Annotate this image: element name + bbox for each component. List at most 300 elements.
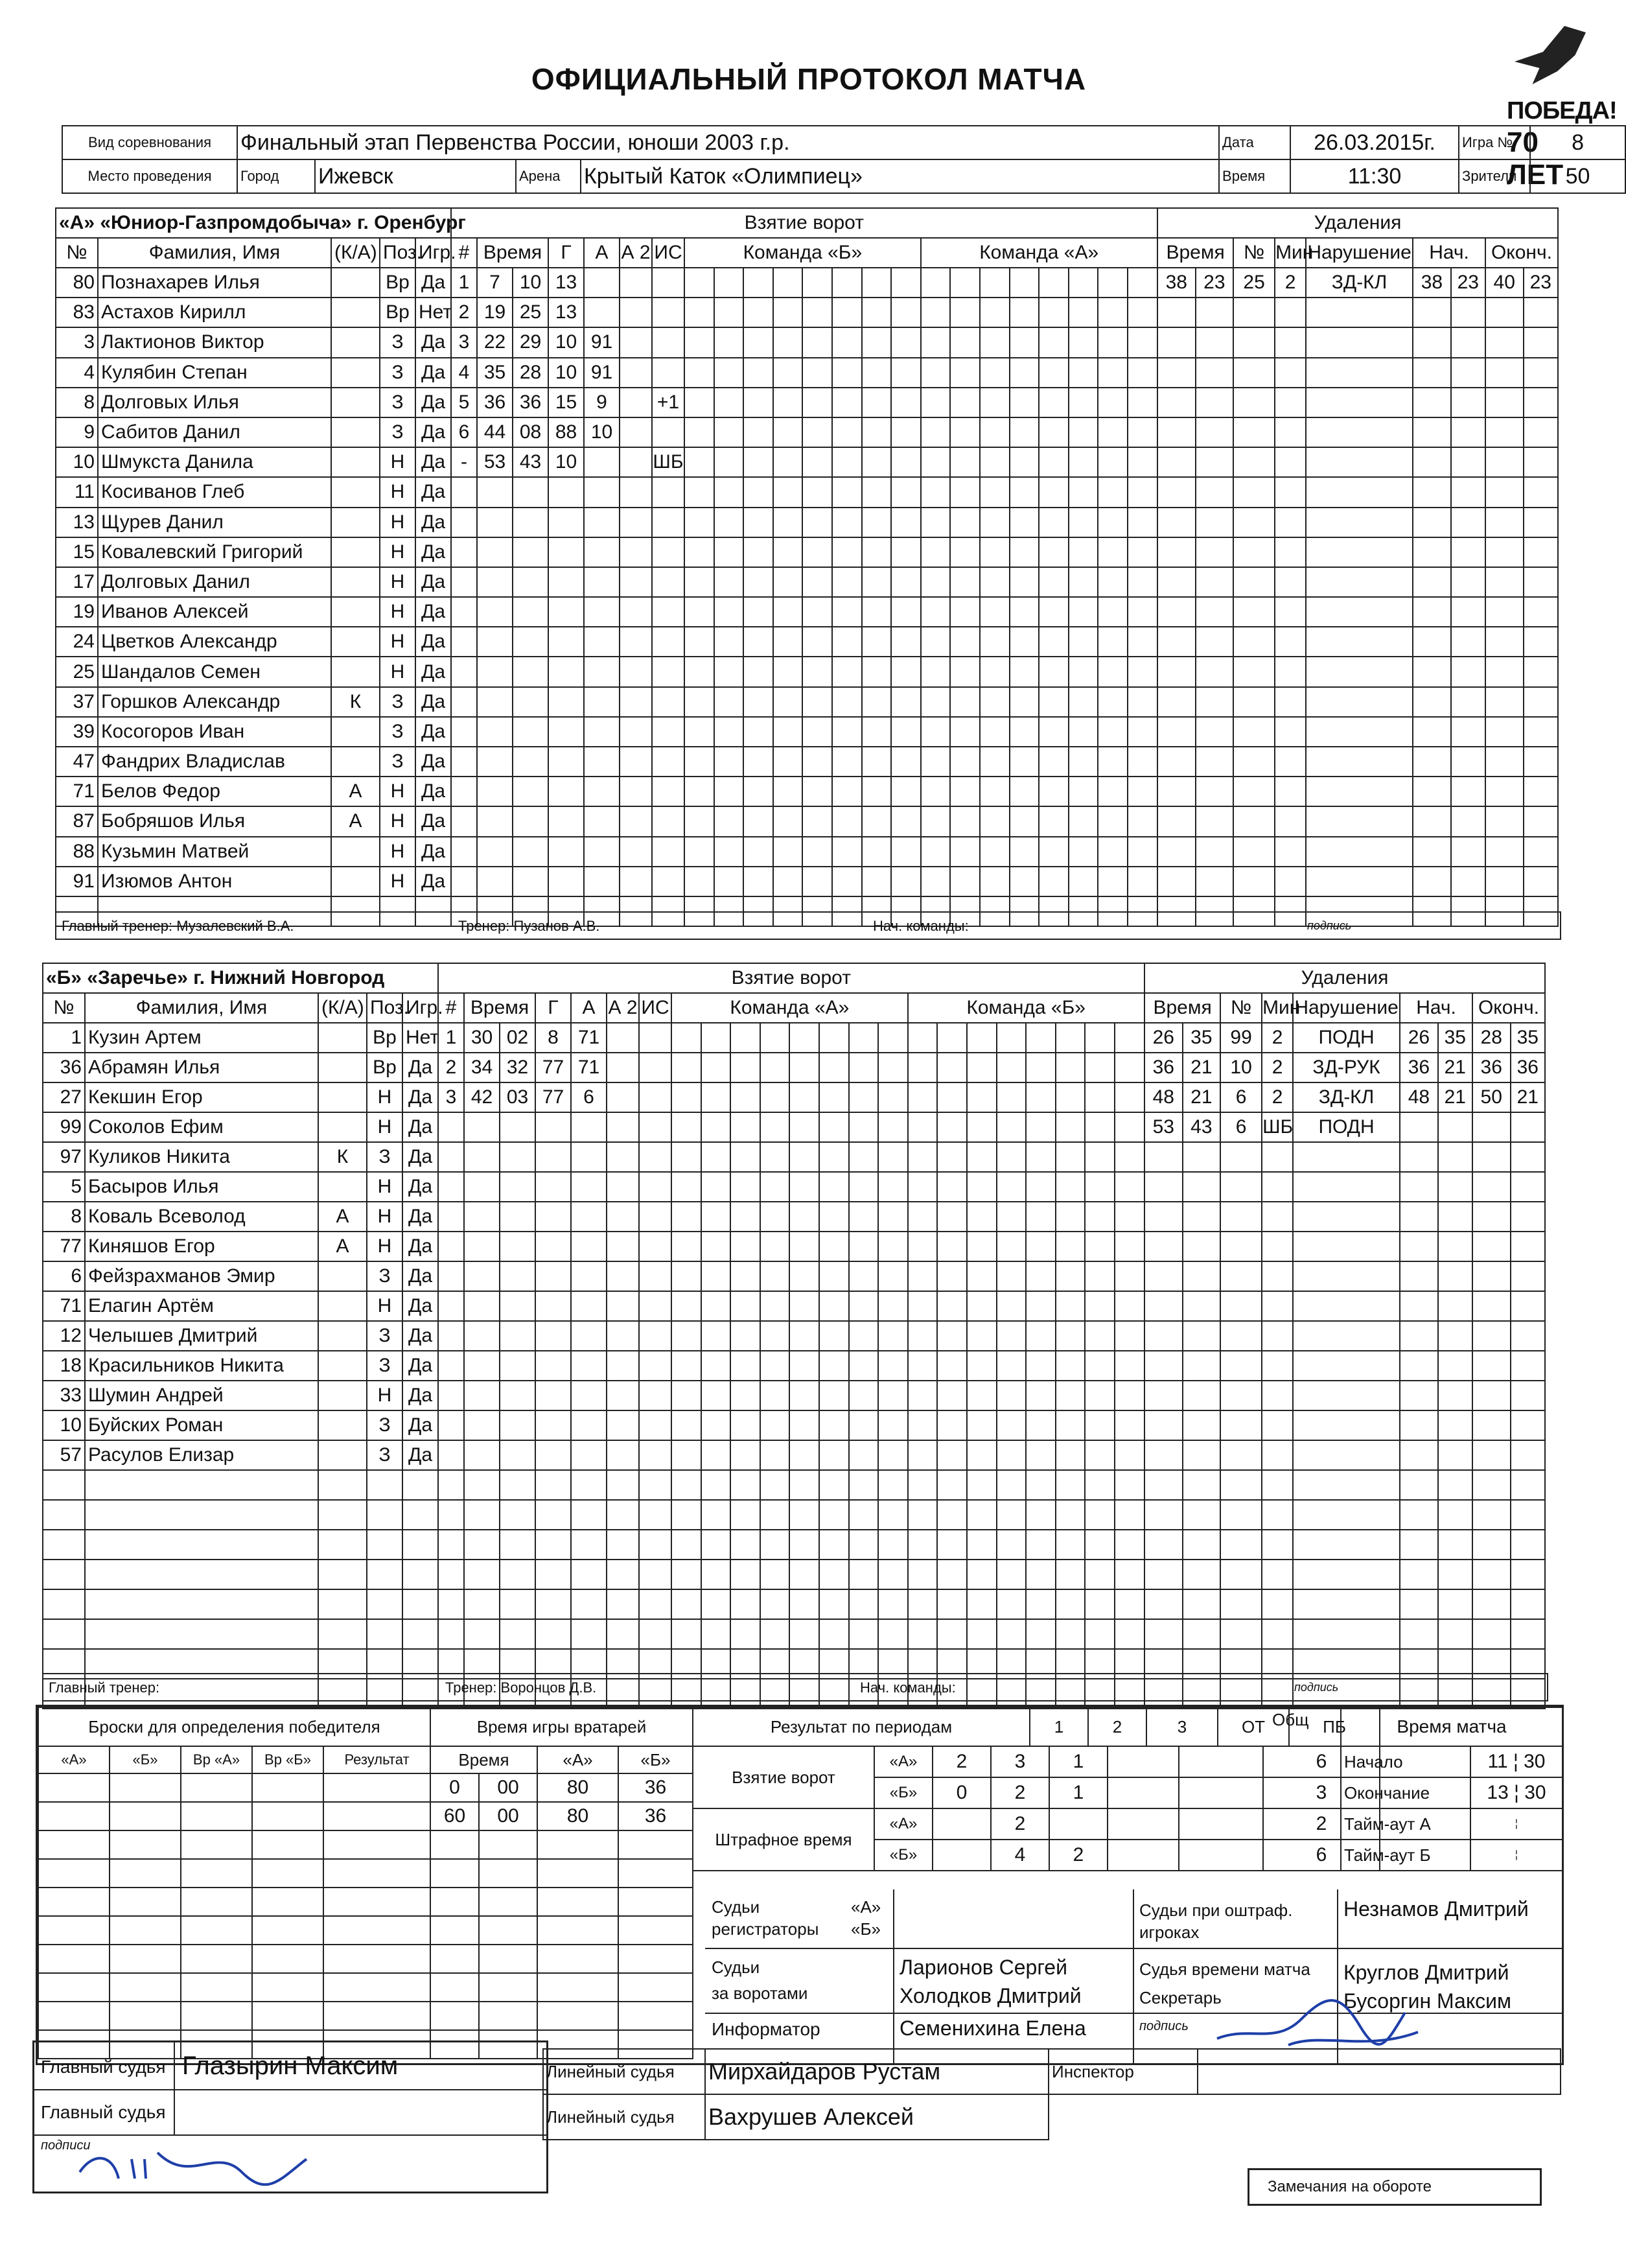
lineup-cell (1128, 358, 1157, 388)
team_b-coach: Главный тренер: (49, 1679, 160, 1696)
table-row (43, 1470, 438, 1500)
penalty-row (1144, 1321, 1545, 1351)
penalty-ss (1196, 837, 1234, 867)
player-ka (318, 1440, 367, 1470)
goal-is (639, 1410, 671, 1440)
lineup-cell (891, 477, 921, 507)
lineup-cell (832, 567, 862, 597)
goal-judges-label2: за воротами (712, 1983, 808, 2003)
lineup-cell (921, 388, 951, 417)
player-name: Киняшов Егор (85, 1232, 318, 1261)
penalty-inf (1306, 417, 1413, 447)
lineup-cell (714, 537, 744, 567)
penalty-row (1144, 1530, 1545, 1560)
shootout-col-4: Результат (323, 1746, 430, 1773)
lineup-cell (1115, 1560, 1144, 1589)
lineup-cell (730, 1589, 760, 1619)
penalty-sm (1400, 1112, 1438, 1142)
penalty-es (1511, 1232, 1545, 1261)
lineup-cell (891, 447, 921, 477)
lineup-cell (878, 1172, 908, 1202)
penalty-mm (1157, 417, 1196, 447)
penalty-inf (1293, 1351, 1400, 1381)
player-play: Да (402, 1082, 438, 1112)
goal-row (438, 1291, 1144, 1321)
penalty-mm (1157, 717, 1196, 747)
goal-ss: 28 (513, 358, 548, 388)
lineup-cell (730, 1202, 760, 1232)
lineup-cell (1085, 1560, 1115, 1589)
goal-g (548, 717, 584, 747)
lineup-cell (878, 1560, 908, 1589)
penalty-inf: ЗД-РУК (1293, 1053, 1400, 1082)
penalty-inf: ЗД-КЛ (1306, 268, 1413, 298)
penalty-em (1485, 388, 1524, 417)
lineup-cell (684, 268, 714, 298)
lineup-cell (980, 837, 1010, 867)
table-row (56, 597, 451, 627)
player-ka (331, 417, 380, 447)
lineup-cell (760, 1351, 790, 1381)
shootout-cell (38, 1916, 110, 1945)
goal-g: 77 (535, 1082, 571, 1112)
lineup-cell (760, 1142, 790, 1172)
penalty-sm (1413, 687, 1451, 717)
period-col-total: Общ (1272, 1710, 1309, 1729)
goal-a (571, 1261, 607, 1291)
lineup-cell (908, 1381, 938, 1410)
shootout-cell (110, 1859, 181, 1888)
lineup-cell (730, 1023, 760, 1053)
player-name: Астахов Кирилл (98, 298, 331, 327)
player-name (85, 1470, 318, 1500)
period-col-3: 3 (1146, 1707, 1218, 1746)
goal-row (451, 627, 1157, 657)
goal-row (438, 1589, 1144, 1619)
registrar-b-label: «Б» (851, 1919, 881, 1939)
goal-g (535, 1351, 571, 1381)
goal-mm (464, 1202, 500, 1232)
goal-row (438, 1440, 1144, 1470)
penalty-ss: 43 (1183, 1112, 1221, 1142)
lineup-cell (967, 1589, 997, 1619)
lineup-cell (950, 268, 980, 298)
goal-row (451, 447, 1157, 477)
goal-row (451, 508, 1157, 537)
period-pim-cell (1108, 1808, 1179, 1840)
lineup-cell (743, 717, 773, 747)
goal-a (584, 508, 620, 537)
penalty-es (1524, 657, 1558, 686)
registrar-a-label: «А» (851, 1897, 881, 1917)
penalty-ss (1196, 657, 1234, 686)
goal-a2 (620, 627, 652, 657)
penalty-sm (1413, 837, 1451, 867)
lineup-cell (908, 1619, 938, 1649)
penalty-mm (1157, 508, 1196, 537)
periods-title: Результат по периодам (693, 1707, 1030, 1746)
shootout-cell (323, 1916, 430, 1945)
lineup-cell (760, 1202, 790, 1232)
player-pos: З (380, 417, 415, 447)
goal-row (438, 1082, 1144, 1112)
goalie-ss (479, 1830, 537, 1859)
goalie-mm (430, 1973, 479, 2002)
lineup-cell (921, 508, 951, 537)
goal-ss (500, 1440, 535, 1470)
player-ka: А (318, 1232, 367, 1261)
player-no: 71 (43, 1291, 85, 1321)
goal-ss (500, 1530, 535, 1560)
timekeeper-label: Судья времени матча (1139, 1959, 1310, 1979)
shootout-row (38, 1830, 430, 1859)
lineup-cell (819, 1560, 849, 1589)
penalty-no (1233, 747, 1275, 777)
penalty-ss2: 21 (1438, 1082, 1472, 1112)
lineup-cell (714, 627, 744, 657)
penalty-inf (1306, 388, 1413, 417)
lineup-cell (789, 1321, 819, 1351)
goal-ss (513, 837, 548, 867)
lineup-cell (921, 327, 951, 357)
goalie-mm: 0 (430, 1773, 479, 1802)
goal-mm (464, 1500, 500, 1530)
penalty-ss2 (1451, 567, 1485, 597)
penalty-row (1144, 1410, 1545, 1440)
shootout-cell (252, 1802, 323, 1830)
penalty-min (1262, 1560, 1293, 1589)
lineup-cell (1115, 1261, 1144, 1291)
goal-g: 13 (548, 268, 584, 298)
logo-line2: 70 ЛЕТ (1507, 126, 1564, 191)
penalty-sm (1413, 508, 1451, 537)
penalty-inf (1293, 1172, 1400, 1202)
goal-is (652, 867, 684, 896)
lineup-cell (684, 508, 714, 537)
lineup-cell (1115, 1351, 1144, 1381)
lineup-cell (950, 717, 980, 747)
shootout-row (38, 1888, 430, 1916)
penalty-ss2 (1438, 1112, 1472, 1142)
penalty-sm (1413, 747, 1451, 777)
lineup-cell (1039, 717, 1069, 747)
goal-row (438, 1530, 1144, 1560)
lineup-cell (701, 1142, 731, 1172)
lineup-cell (908, 1082, 938, 1112)
goal-ss (513, 627, 548, 657)
penalty-inf (1306, 837, 1413, 867)
goal-n (438, 1589, 464, 1619)
goalie-a (537, 1973, 618, 2002)
lineup-cell (967, 1560, 997, 1589)
goal-a2 (607, 1291, 639, 1321)
lineup-cell (1098, 388, 1128, 417)
goalie-b (618, 1916, 693, 1945)
lineup-cell (1056, 1172, 1086, 1202)
penalty-inf (1306, 537, 1413, 567)
lineup-cell (891, 388, 921, 417)
lineup-cell (1026, 1381, 1056, 1410)
penalty-inf (1293, 1440, 1400, 1470)
penalty-ss (1183, 1351, 1221, 1381)
team_a-roster-table (55, 207, 466, 927)
goal-g (548, 867, 584, 896)
goal-ss (513, 508, 548, 537)
penalty-es (1511, 1530, 1545, 1560)
lineup-cell (950, 508, 980, 537)
lineup-cell (878, 1530, 908, 1560)
player-no: 80 (56, 268, 98, 298)
goal-g: 13 (548, 298, 584, 327)
player-ka (331, 358, 380, 388)
lineup-cell (1010, 268, 1039, 298)
goal-g (535, 1381, 571, 1410)
lineup-cell (1085, 1053, 1115, 1082)
lineup-cell (980, 567, 1010, 597)
player-play: Да (402, 1142, 438, 1172)
lineup-cell (878, 1261, 908, 1291)
shootout-row (38, 1945, 430, 1973)
player-play: Да (415, 777, 451, 806)
goal-n (451, 597, 477, 627)
lineup-cell (937, 1470, 967, 1500)
player-name: Челышев Дмитрий (85, 1321, 318, 1351)
goal-a (571, 1560, 607, 1589)
lineup-cell (1010, 508, 1039, 537)
penalty-ss (1196, 327, 1234, 357)
penalty-inf (1306, 747, 1413, 777)
lineup-cell (802, 747, 832, 777)
lineup-cell (701, 1410, 731, 1440)
lineup-cell (819, 1470, 849, 1500)
team_a-penalties-header: Удаления (1157, 208, 1558, 238)
pen-col-min: Мин (1262, 993, 1293, 1023)
penalty-no (1233, 867, 1275, 896)
goal-mm (477, 537, 513, 567)
pen-judge-name: Незнамов Дмитрий (1343, 1897, 1529, 1921)
player-ka: А (331, 806, 380, 836)
period-pim-team-label: «Б» (874, 1840, 933, 1871)
penalty-mm (1157, 447, 1196, 477)
goal-is (652, 687, 684, 717)
player-ka (331, 268, 380, 298)
goal-is (652, 657, 684, 686)
lineup-cell (1039, 597, 1069, 627)
lineup-cell (832, 687, 862, 717)
lineup-cell (671, 1321, 701, 1351)
lineup-cell (802, 837, 832, 867)
penalty-es (1524, 508, 1558, 537)
penalty-ss (1196, 597, 1234, 627)
penalty-no (1233, 537, 1275, 567)
goal-g (535, 1232, 571, 1261)
goal-row (438, 1381, 1144, 1410)
penalty-ss2 (1451, 747, 1485, 777)
penalty-ss (1183, 1619, 1221, 1649)
player-play: Да (415, 508, 451, 537)
goal-a2 (607, 1142, 639, 1172)
lineup-cell (760, 1560, 790, 1589)
penalty-min: ШБ (1262, 1112, 1293, 1142)
penalty-es (1524, 327, 1558, 357)
lineup-cell (878, 1202, 908, 1232)
penalty-em (1485, 597, 1524, 627)
goal-n (451, 806, 477, 836)
lineup-cell (832, 747, 862, 777)
lineup-cell (743, 477, 773, 507)
lineup-cell (1010, 806, 1039, 836)
goal-g (535, 1142, 571, 1172)
player-play: Да (415, 417, 451, 447)
goal-n: - (451, 447, 477, 477)
goal-ss: 36 (513, 388, 548, 417)
player-no: 71 (56, 777, 98, 806)
table-row (43, 1142, 438, 1172)
lineup-cell (1039, 417, 1069, 447)
penalty-row (1144, 1023, 1545, 1053)
penalty-mm (1157, 477, 1196, 507)
lineup-cell (832, 806, 862, 836)
shootout-cell (252, 1830, 323, 1859)
referees-block (32, 2040, 548, 2193)
goal-row (451, 597, 1157, 627)
player-ka (318, 1082, 367, 1112)
shootout-cell (110, 1916, 181, 1945)
lineup-cell (743, 777, 773, 806)
lineup-cell (730, 1440, 760, 1470)
goal-a (571, 1440, 607, 1470)
penalty-mm: 48 (1144, 1082, 1183, 1112)
lineup-cell (967, 1530, 997, 1560)
lineup-cell (937, 1261, 967, 1291)
lineup-cell (967, 1351, 997, 1381)
penalty-mm (1144, 1470, 1183, 1500)
lineup-cell (1115, 1053, 1144, 1082)
lineup-cell (1128, 657, 1157, 686)
period-goals-cell: 6 (1263, 1746, 1380, 1777)
lineup-cell (714, 268, 744, 298)
lineup-cell (701, 1440, 731, 1470)
player-play: Да (402, 1381, 438, 1410)
shootout-cell (181, 1830, 252, 1859)
penalty-mm (1144, 1560, 1183, 1589)
penalty-row (1144, 1351, 1545, 1381)
lineup-cell (819, 1291, 849, 1321)
penalty-no (1220, 1589, 1262, 1619)
goal-row (438, 1232, 1144, 1261)
player-no: 12 (43, 1321, 85, 1351)
lineup-cell (802, 597, 832, 627)
lineup-cell (684, 298, 714, 327)
goal-g: 8 (535, 1023, 571, 1053)
player-ka (318, 1291, 367, 1321)
lineup-cell (730, 1619, 760, 1649)
penalty-min (1275, 567, 1306, 597)
lineup-cell (819, 1202, 849, 1232)
goalie-time-title: Время игры вратарей (430, 1707, 693, 1746)
penalty-ss2 (1451, 597, 1485, 627)
remarks-box: Замечания на обороте (1248, 2168, 1542, 2206)
goal-n: 6 (451, 417, 477, 447)
penalty-min (1262, 1500, 1293, 1530)
penalty-min (1275, 597, 1306, 627)
goal-mm (464, 1142, 500, 1172)
goal-col-time: Время (477, 238, 548, 268)
penalty-min (1262, 1351, 1293, 1381)
lineup-cell (684, 687, 714, 717)
goal-g (548, 806, 584, 836)
lineup-cell (1069, 417, 1098, 447)
lineup-cell (908, 1440, 938, 1470)
goal-mm (477, 567, 513, 597)
player-no: 36 (43, 1053, 85, 1082)
lineup-cell (950, 777, 980, 806)
period-goals-cell (1108, 1777, 1179, 1808)
penalty-es (1524, 777, 1558, 806)
lineup-cell (701, 1261, 731, 1291)
penalty-ss (1196, 747, 1234, 777)
team_a-lineup-opp: Команда «Б» (684, 238, 921, 268)
shootout-cell (181, 1973, 252, 2002)
pen-col-time: Время (1157, 238, 1233, 268)
goal-a2 (620, 417, 652, 447)
shootout-cell (323, 1859, 430, 1888)
lineup-cell (862, 717, 892, 747)
lineup-cell (832, 417, 862, 447)
goalie-a: 80 (537, 1773, 618, 1802)
lineup-cell (760, 1410, 790, 1440)
informer-label: Информатор (712, 2019, 820, 2039)
penalty-em (1472, 1202, 1511, 1232)
player-name: Долговых Данил (98, 567, 331, 597)
penalty-em (1472, 1560, 1511, 1589)
penalty-ss (1196, 627, 1234, 657)
penalty-es (1511, 1291, 1545, 1321)
goal-is (639, 1530, 671, 1560)
penalty-inf (1293, 1410, 1400, 1440)
goal-g (548, 537, 584, 567)
goal-ss (500, 1410, 535, 1440)
lineup-cell (1115, 1440, 1144, 1470)
period-goals-label: Взятие ворот (693, 1746, 874, 1808)
lineup-cell (980, 597, 1010, 627)
goal-a2 (607, 1500, 639, 1530)
lineup-cell (1039, 837, 1069, 867)
penalty-sm: 36 (1400, 1053, 1438, 1082)
goal-row (438, 1470, 1144, 1500)
lineup-cell (908, 1142, 938, 1172)
lineup-cell (997, 1470, 1027, 1500)
goal-a2 (620, 806, 652, 836)
lineup-cell (1039, 747, 1069, 777)
penalty-no (1220, 1291, 1262, 1321)
lineup-cell (1039, 447, 1069, 477)
penalty-ss (1183, 1530, 1221, 1560)
goalie-ss (479, 1973, 537, 2002)
lineup-cell (701, 1470, 731, 1500)
lineup-cell (967, 1619, 997, 1649)
goal-g (548, 657, 584, 686)
lineup-cell (1026, 1530, 1056, 1560)
lineup-cell (1085, 1530, 1115, 1560)
goal-a2 (607, 1530, 639, 1560)
penalty-em (1472, 1589, 1511, 1619)
penalty-sm (1413, 477, 1451, 507)
shootout-cell (110, 1888, 181, 1916)
player-play: Да (402, 1172, 438, 1202)
penalty-min (1262, 1321, 1293, 1351)
player-pos: З (367, 1351, 402, 1381)
